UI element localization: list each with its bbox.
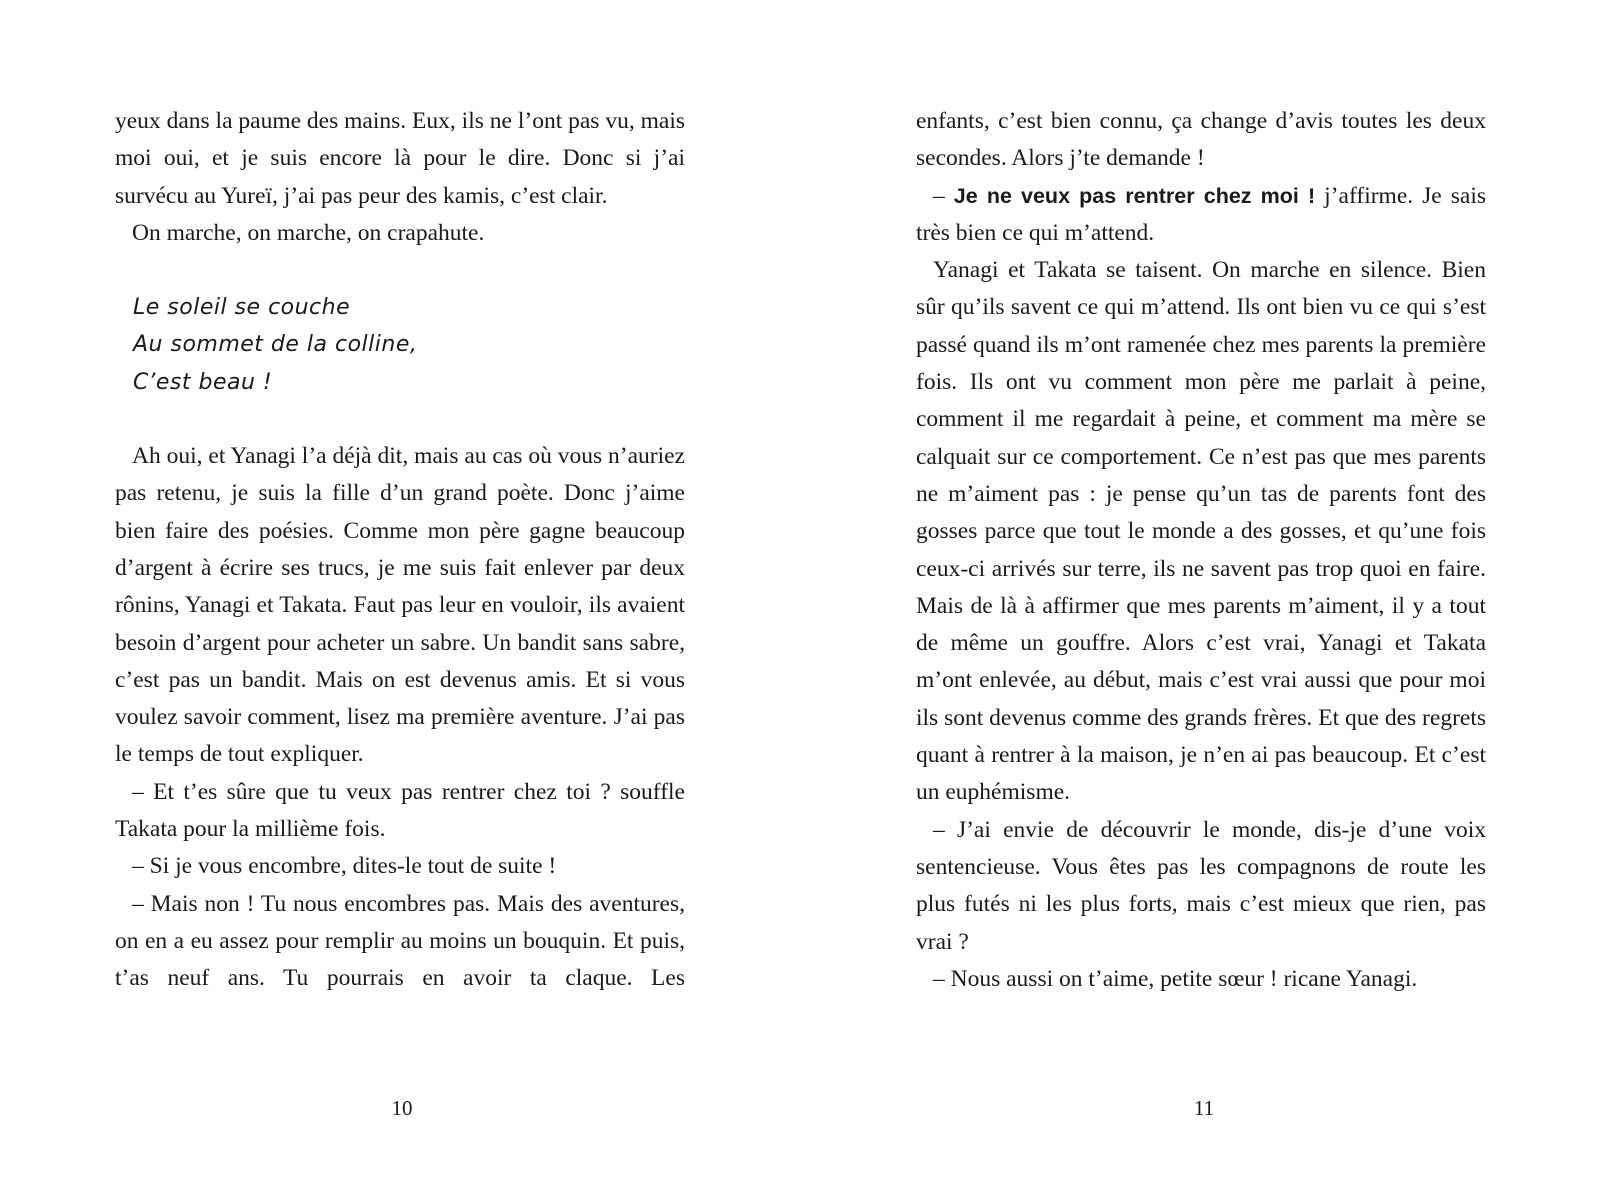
paragraph: yeux dans la paume des mains. Eux, ils ne l’ont pas vu, mais moi oui, et je suis encore là pour le dire. Donc si j’ai survécu au Yureï, j’ai pas peur des kamis, c’est clair. bbox=[115, 108, 685, 209]
poem-line: Au sommet de la colline, bbox=[133, 332, 418, 358]
dialogue-paragraph: – J’ai envie de découvrir le monde, dis-je d’une voix sentencieuse. Vous êtes pas les compagnons de route les plus futés ni les plus forts, mais c’est mieux que rien, pas vrai ? bbox=[916, 816, 1486, 955]
haiku-poem bbox=[133, 289, 685, 401]
paragraph: enfants, c’est bien connu, ça change d’avis toutes les deux secondes. Alors j’te demande ! bbox=[916, 108, 1486, 172]
poem-line: C’est beau ! bbox=[133, 369, 273, 395]
dialogue-paragraph: – Si je vous encombre, dites-le tout de suite ! bbox=[132, 853, 557, 880]
dialogue-text: j’affirme. Je sais très bien ce qui m’attend. bbox=[916, 182, 1486, 246]
poem-line: Le soleil se couche bbox=[133, 295, 351, 321]
page-number-left: 10 bbox=[391, 1096, 413, 1120]
paragraph: On marche, on marche, on crapahute. bbox=[132, 219, 485, 246]
dialogue-dash: – bbox=[933, 182, 954, 209]
right-page bbox=[916, 103, 1486, 998]
dialogue-paragraph: – Et t’es sûre que tu veux pas rentrer chez toi ? souffle Takata pour la millième fois. bbox=[115, 778, 685, 843]
dialogue-paragraph: – Nous aussi on t’aime, petite sœur ! ricane Yanagi. bbox=[933, 965, 1418, 992]
paragraph: Yanagi et Takata se taisent. On marche en silence. Bien sûr qu’ils savent ce qui m’attend. Ils ont bien vu ce qui s’est passé quand ils m’ont ramenée chez mes parents la première fois. Ils ont vu comment mon père me parlait à peine, comment il me regardait à peine, et comment ma mère se calquait sur ce comportement. Ce n’est pas que mes parents ne m’aiment pas : je pense qu’un tas de parents font des gosses parce que tout le monde a des gosses, et qu’une fois ceux-ci arrivés sur terre, ils ne savent pas trop quoi en faire. Mais de là à affirmer que mes parents m’aiment, il y a tout de même un gouffre. Alors c’est vrai, Yanagi et Takata m’ont enlevée, au début, mais c’est vrai aussi que pour moi ils sont devenus comme des grands frères. Et que des regrets quant à rentrer à la maison, je n’en ai pas beaucoup. Et c’est un euphémisme. bbox=[916, 257, 1486, 806]
left-page bbox=[115, 103, 685, 998]
page-number-right: 11 bbox=[1193, 1096, 1215, 1120]
dialogue-paragraph: – Mais non ! Tu nous encombres pas. Mais des aventures, on en a eu assez pour remplir au moins un bouquin. Et puis, t’as neuf ans. Tu pourrais en avoir ta claque. Les bbox=[115, 890, 685, 992]
bold-speech: Je ne veux pas rentrer chez moi ! bbox=[953, 183, 1316, 208]
dialogue-paragraph bbox=[916, 178, 1486, 253]
paragraph: Ah oui, et Yanagi l’a déjà dit, mais au cas où vous n’auriez pas retenu, je suis la fille d’un grand poète. Donc j’aime bien faire des poésies. Comme mon père gagne beaucoup d’argent à écrire ses trucs, je me suis fait enlever par deux rônins, Yanagi et Takata. Faut pas leur en vouloir, ils avaient besoin d’argent pour acheter un sabre. Un bandit sans sabre, c’est pas un bandit. Mais on est devenus amis. Et si vous voulez savoir comment, lisez ma première aventure. J’ai pas le temps de tout expliquer. bbox=[115, 443, 685, 768]
